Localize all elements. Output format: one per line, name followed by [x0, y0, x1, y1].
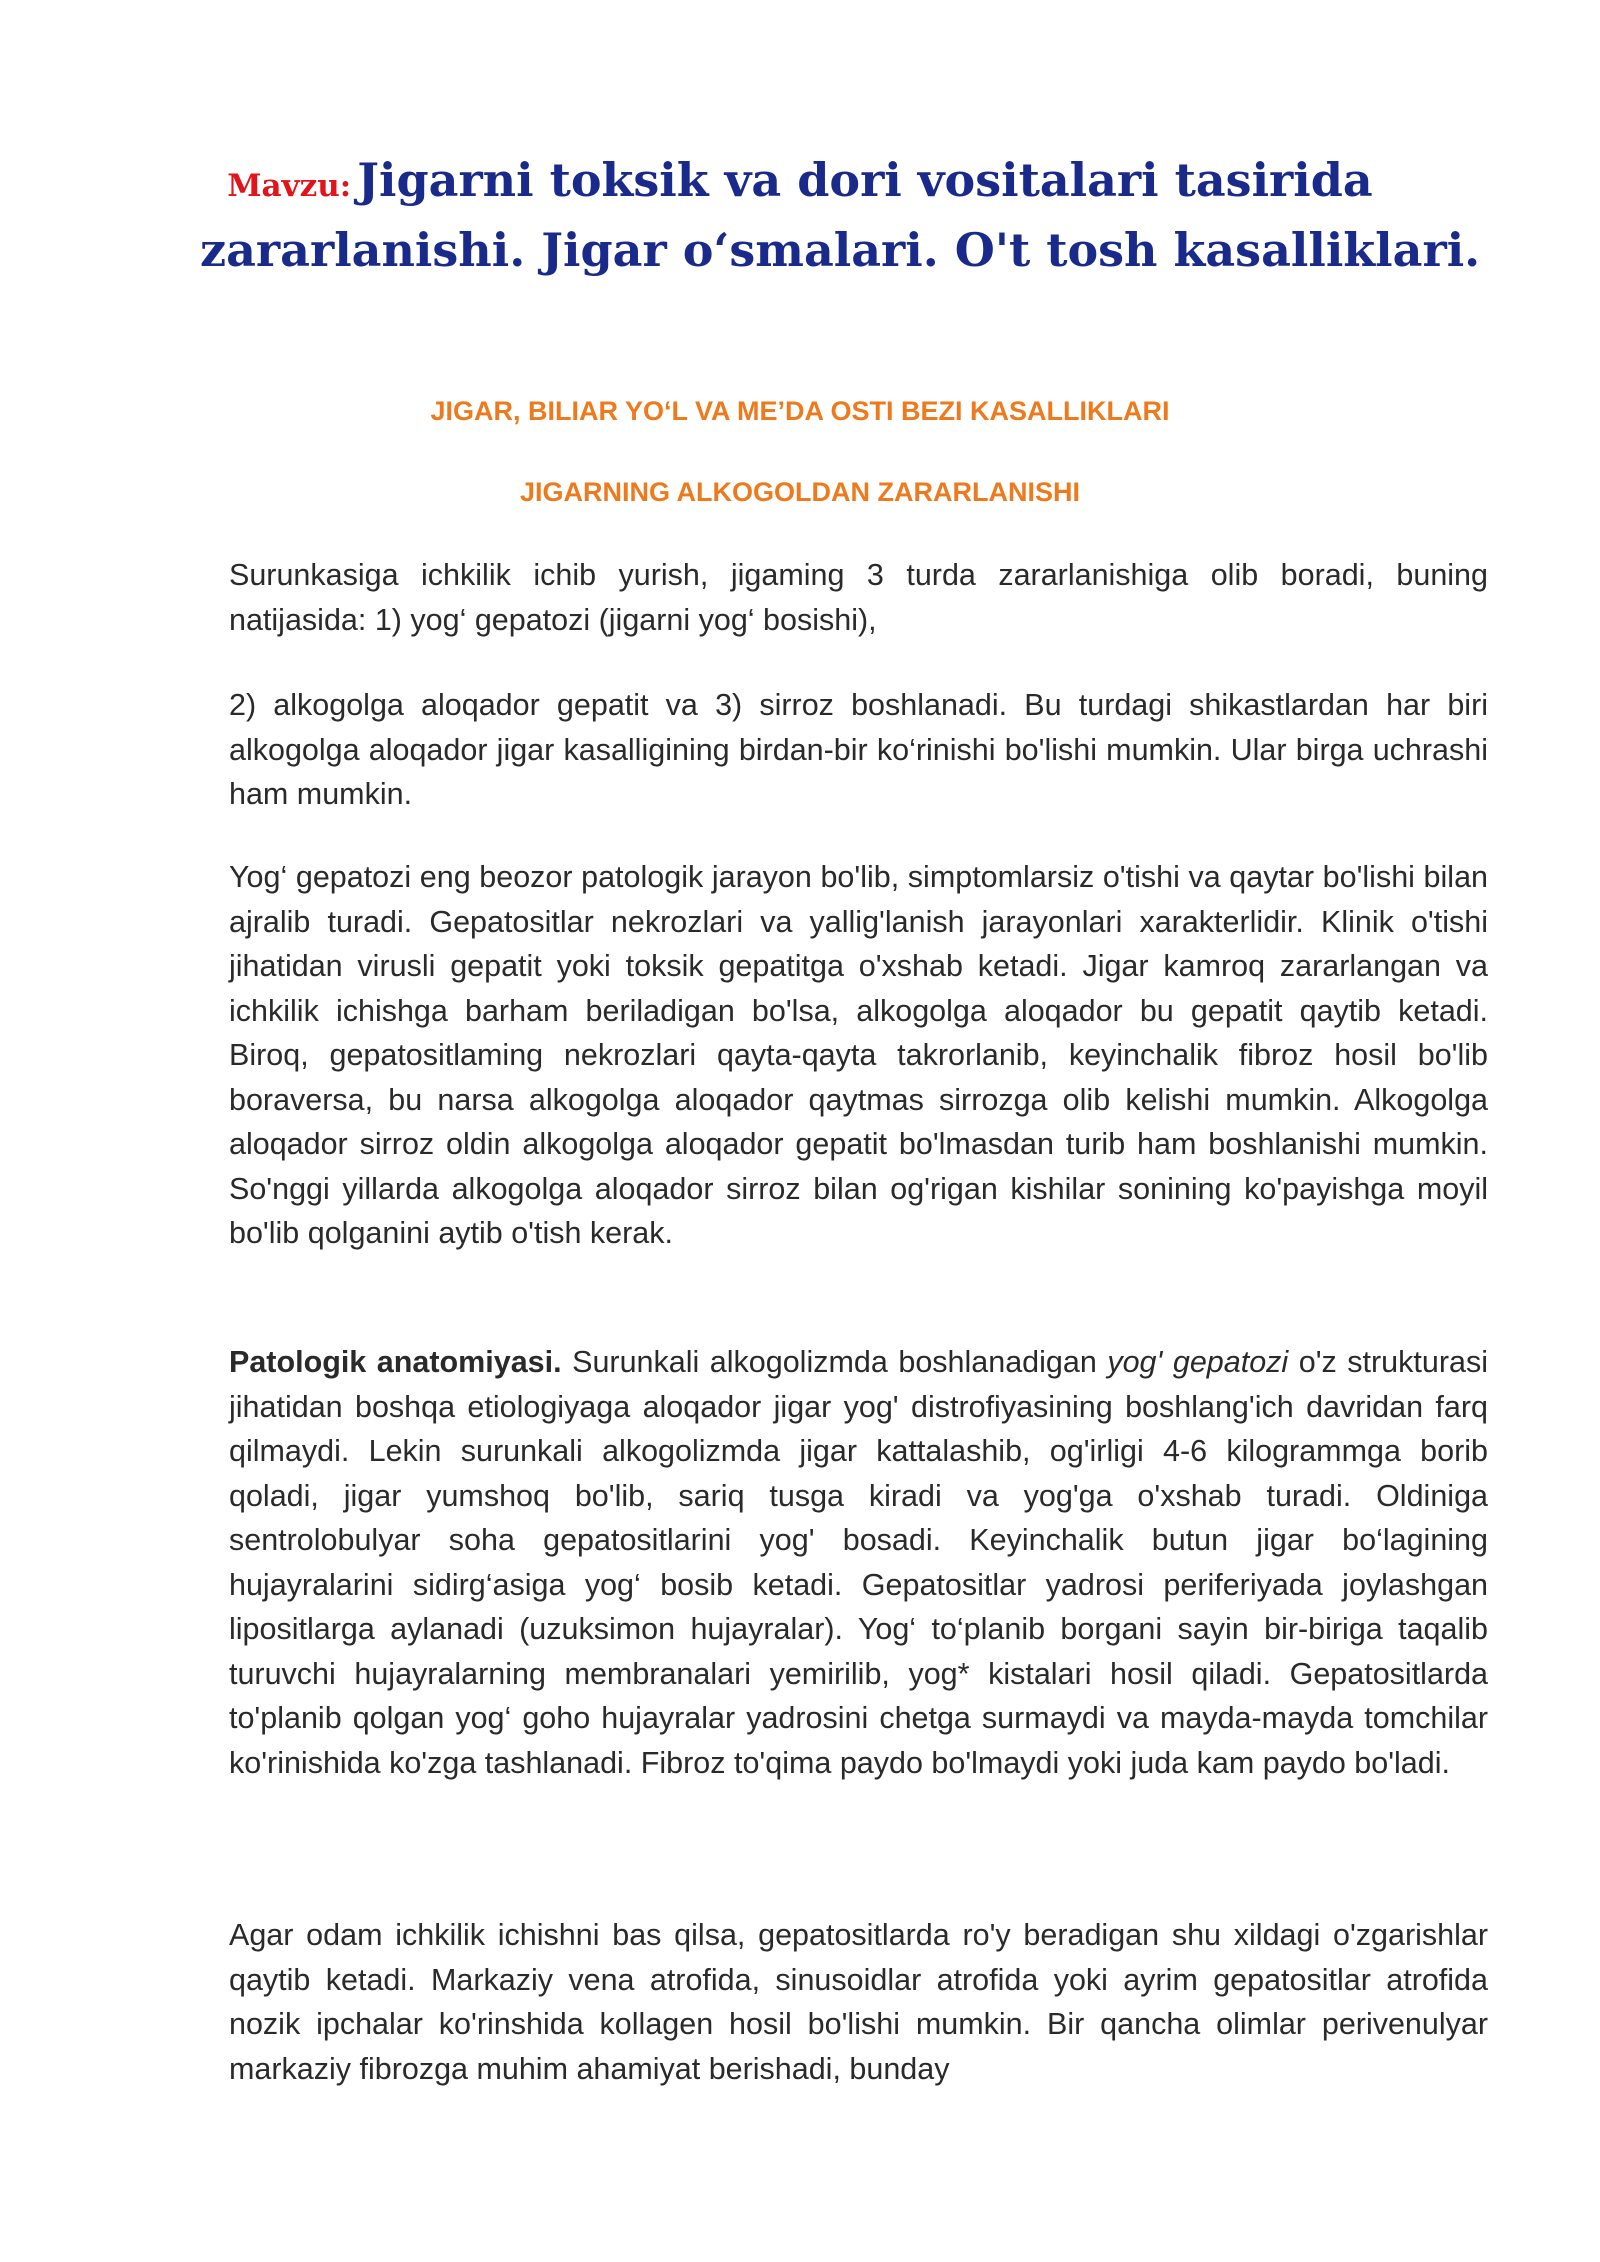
paragraph-1: Surunkasiga ichkilik ichib yurish, jigaming 3 turda zararlanishiga olib boradi, buning natijasida: 1) yog‘ gepatozi (jigarni yog‘ bosishi),	[229, 558, 1488, 637]
section-heading: JIGAR, BILIAR YO‘L VA ME’DA OSTI BEZI KASALLIKLARI	[430, 396, 1170, 426]
paragraph-2: 2) alkogolga aloqador gepatit va 3) sirroz boshlanadi. Bu turdagi shikastlardan har biri alkogolga aloqador jigar kasalligining birdan-bir ko‘rinishi bo'lishi mumkin. Ular birga uchrashi ham mumkin.	[229, 688, 1488, 811]
title-text-1: Jigarni toksik va dori vositalari tasirida	[357, 153, 1373, 207]
title-line-2: zararlanishi. Jigar o‘smalari. O't tosh kasalliklari.	[200, 223, 1481, 277]
page-title	[200, 148, 1481, 282]
paragraph-4	[229, 1340, 1488, 1785]
paragraph-3: Yog‘ gepatozi eng beozor patologik jarayon bo'lib, simptomlarsiz o'tishi va qaytar bo'lishi bilan ajralib turadi. Gepatositlar nekrozlari va yallig'lanish jarayonlari xarakterlidir. Klinik o'tishi jihatidan virusli gepatit yoki toksik gepatitga o'xshab ketadi. Jigar kamroq zararlangan va ichkilik ichishga barham beriladigan bo'lsa, alkogolga aloqador bu gepatit qaytib ketadi. Biroq, gepatositlaming nekrozlari qayta-qayta takrorlanib, keyinchalik fibroz hosil bo'lib boraversa, bu narsa alkogolga aloqador qaytmas sirrozga olib kelishi mumkin. Alkogolga aloqador sirroz oldin alkogolga aloqador gepatit bo'lmasdan turib ham boshlanishi mumkin. So'nggi yillarda alkogolga aloqador sirroz bilan og'rigan kishilar sonining ko'payishga moyil bo'lib qolganini aytib o'tish kerak.	[229, 860, 1488, 1250]
title-line-1	[200, 148, 1400, 218]
paragraph-4-text-b: o'z strukturasi jihatidan boshqa etiologiyaga aloqador jigar yog' distrofiyasining boshlang'ich davridan farq qilmaydi. Lekin surunkali alkogolizmda jigar kattalashib, og'irligi 4-6 kilogrammga borib qoladi, jigar yumshoq bo'lib, sariq tusga kiradi va yog'ga o'xshab turadi. Oldiniga sentrolobulyar soha gepatositlarini yog' bosadi. Keyinchalik butun jigar bo‘lagining hujayralarini sidirg‘asiga yog‘ bosib ketadi. Gepatositlar yadrosi periferiyada joylashgan lipositlarga aylanadi (uzuksimon hujayralar). Yog‘ to‘planib borgani sayin bir-biriga taqalib turuvchi hujayralarning membranalari yemirilib, yog* kistalari hosil qiladi. Gepatositlarda to'planib qolgan yog‘ goho hujayralar yadrosini chetga surmaydi va mayda-mayda tomchilar ko'rinishida ko'zga tashlanadi. Fibroz to'qima paydo bo'lmaydi yoki juda kam paydo bo'ladi.	[229, 1345, 1488, 1780]
paragraph-4-lead: Patologik anatomiyasi.	[229, 1345, 562, 1379]
subsection-heading: JIGARNING ALKOGOLDAN ZARARLANISHI	[520, 477, 1080, 507]
paragraph-4-text-a: Surunkali alkogolizmda boshlanadigan	[561, 1345, 1108, 1379]
paragraph-5: Agar odam ichkilik ichishni bas qilsa, gepatositlarda ro'y beradigan shu xildagi o'zgarishlar qaytib ketadi. Markaziy vena atrofida, sinusoidlar atrofida yoki ayrim gepatositlar atrofida nozik ipchalar ko'rinshida kollagen hosil bo'lishi mumkin. Bir qancha olimlar perivenulyar markaziy fibrozga muhim ahamiyat berishadi, bunday	[229, 1918, 1488, 2086]
title-label: Mavzu:	[227, 168, 352, 204]
paragraph-4-italic: yog' gepatozi	[1107, 1345, 1289, 1379]
